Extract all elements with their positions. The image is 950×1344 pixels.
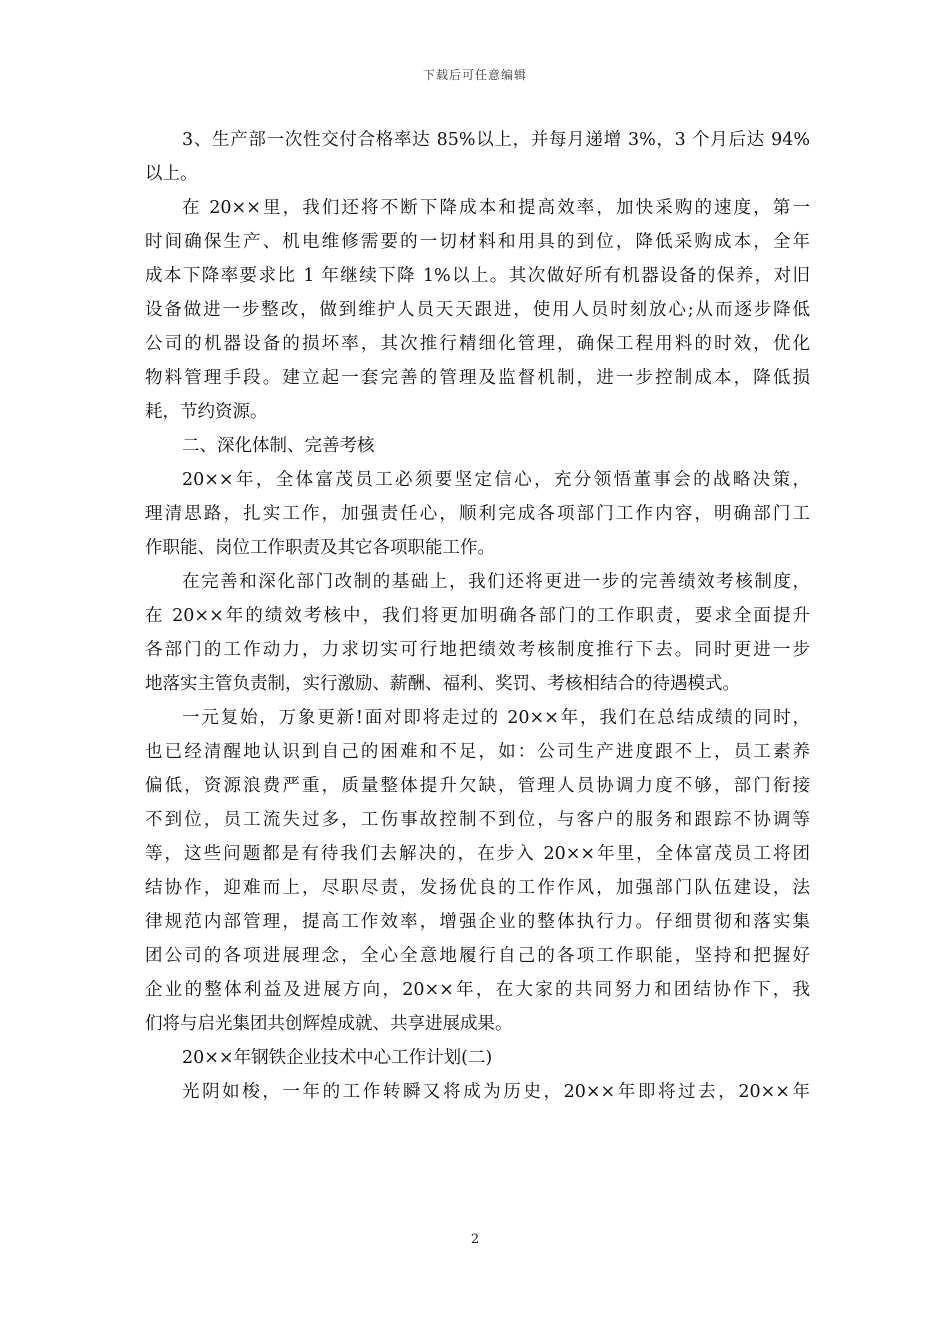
text-line: 物料管理手段。建立起一套完善的管理及监督机制，进一步控制成本，降低损 <box>145 368 810 388</box>
text-line: 设备做进一步整改，做到维护人员天天跟进，使用人员时刻放心;从而逐步降低 <box>145 300 810 320</box>
text-line: 律规范内部管理，提高工作效率，增强企业的整体执行力。仔细贯彻和落实集 <box>145 912 810 932</box>
text-line: 在 20××里，我们还将不断下降成本和提高效率，加快采购的速度，第一 <box>182 198 810 218</box>
text-line: 在完善和深化部门改制的基础上，我们还将更进一步的完善绩效考核制度， <box>182 572 810 592</box>
text-line: 公司的机器设备的损坏率，其次推行精细化管理，确保工程用料的时效，优化 <box>145 334 810 354</box>
text-line: 结协作，迎难而上，尽职尽责，发扬优良的工作作风，加强部门队伍建设，法 <box>145 878 810 898</box>
text-line: 成本下降率要求比 1 年继续下降 1%以上。其次做好所有机器设备的保养，对旧 <box>145 266 810 286</box>
document-body <box>145 123 810 1109</box>
text-line: 不到位，员工流失过多，工伤事故控制不到位，与客户的服务和跟踪不协调等 <box>145 810 810 830</box>
text-line: 时间确保生产、机电维修需要的一切材料和用具的到位，降低采购成本，全年 <box>145 232 810 252</box>
text-line: 企业的整体利益及进展方向，20××年，在大家的共同努力和团结协作下，我 <box>145 980 810 1000</box>
page-header: 下载后可任意编辑 <box>422 68 527 82</box>
text-line: 也已经清醒地认识到自己的困难和不足，如：公司生产进度跟不上，员工素养 <box>145 742 810 762</box>
text-line: 3、生产部一次性交付合格率达 85%以上，并每月递增 3%，3 个月后达 94% <box>182 130 810 150</box>
text-line: 们将与启光集团共创辉煌成就、共享进展成果。 <box>145 1014 513 1034</box>
text-line: 理清思路，扎实工作，加强责任心，顺利完成各项部门工作内容，明确部门工 <box>145 504 810 524</box>
text-line: 20××年，全体富茂员工必须要坚定信心，充分领悟董事会的战略决策， <box>182 470 810 490</box>
text-line: 团公司的各项进展理念，全心全意地履行自己的各项工作职能，坚持和把握好 <box>145 946 810 966</box>
text-line: 地落实主管负责制，实行激励、薪酬、福利、奖罚、考核相结合的待遇模式。 <box>145 674 740 694</box>
text-line: 在 20××年的绩效考核中，我们将更加明确各部门的工作职责，要求全面提升 <box>145 606 810 626</box>
text-line: 20××年钢铁企业技术中心工作计划(二) <box>182 1048 493 1068</box>
text-line: 作职能、岗位工作职责及其它各项职能工作。 <box>145 538 495 558</box>
text-line: 一元复始，万象更新!面对即将走过的 20××年，我们在总结成绩的同时， <box>182 708 810 728</box>
text-line: 偏低，资源浪费严重，质量整体提升欠缺，管理人员协调力度不够，部门衔接 <box>145 776 810 796</box>
text-line: 光阴如梭，一年的工作转瞬又将成为历史，20××年即将过去，20××年 <box>182 1082 810 1102</box>
text-line: 以上。 <box>145 164 198 184</box>
page-number: 2 <box>470 1232 480 1247</box>
text-line: 各部门的工作动力，力求切实可行地把绩效考核制度推行下去。同时更进一步 <box>145 640 810 660</box>
text-line: 二、深化体制、完善考核 <box>182 436 375 456</box>
text-line: 耗，节约资源。 <box>145 402 268 422</box>
text-line: 等，这些问题都是有待我们去解决的，在步入 20××年里，全体富茂员工将团 <box>145 844 810 864</box>
